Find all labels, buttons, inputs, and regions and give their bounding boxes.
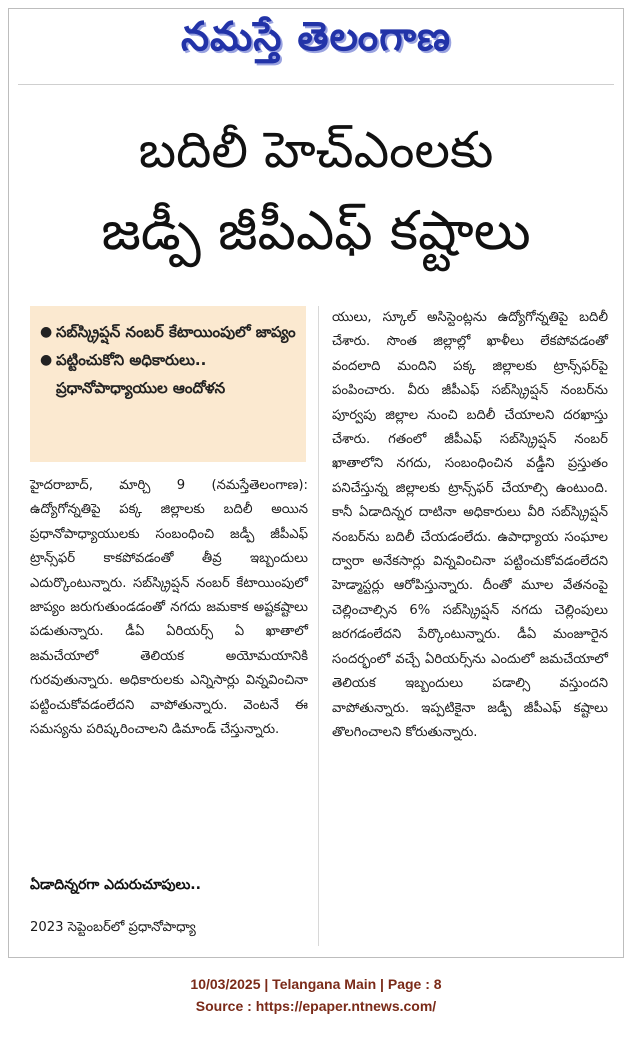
- bullet-icon: ●: [40, 324, 53, 340]
- body-column-right: [332, 306, 608, 745]
- masthead-divider: [18, 84, 614, 85]
- headline-line-1: బదిలీ హెచ్ఎంలకు: [138, 121, 494, 179]
- highlight-text: పట్టించుకోని అధికారులు.. ప్రధానోపాధ్యాయుల ఆందోళన: [56, 351, 226, 397]
- article-headline: [20, 120, 612, 264]
- headline-line-2: జడ్పీ జీపీఎఫ్ కష్టాలు: [101, 199, 531, 262]
- highlight-item: [40, 318, 296, 346]
- body-paragraph: హైదరాబాద్, మార్చి 9 (నమస్తేతెలంగాణ): ఉద్యోగోన్నతిపై పక్క జిల్లాలకు బదిలీ అయిన ప్రధానోపాధ్యాయులకు సంబంధించి జడ్పీ జీపీఎఫ్ ట్రాన్స్‌ఫర్ కాకపోవడంతో తీవ్ర ఇబ్బందులు ఎదుర్కొంటున్నారు. సబ్‌స్క్రిప్షన్ నంబర్ కేటాయింపులో జాప్యం జరుగుతుండడంతో నగదు జమకాక అష్టకష్టాలు పడుతున్నారు. డీఏ ఏరియర్స్ ఏ ఖాతాలో జమచేయాలో తెలియక అయోమయానికి గురవుతున్నారు. అధికారులకు ఎన్నిసార్లు విన్నవించినా పట్టించుకోవడంలేదని వాపోతున్నారు. వెంటనే ఈ సమస్యను పరిష్కరించాలని డిమాండ్ చేస్తున్నారు.: [30, 478, 308, 738]
- footer-date-page: 10/03/2025 | Telangana Main | Page : 8: [190, 976, 442, 992]
- source-footer: [0, 973, 632, 1017]
- masthead-logo: నమస్తే తెలంగాణ: [180, 14, 452, 60]
- body-continuation: 2023 సెప్టెంబర్‌లో ప్రధానోపాధ్యా: [30, 920, 196, 935]
- bullet-icon: ●: [40, 352, 53, 368]
- highlight-text: సబ్‌స్క్రిప్షన్ నంబర్ కేటాయింపులో జాప్యం: [56, 323, 296, 341]
- body-paragraph: యులు, స్కూల్ అసిస్టెంట్లను ఉద్యోగోన్నతిపై బదిలీ చేశారు. సొంత జిల్లాల్లో ఖాళీలు లేకపోవడంతో వందలాది మందిని పక్క జిల్లాలకు ట్రాన్స్‌ఫర్‌పై పంపించారు. వీరు జీపీఎఫ్ సబ్‌స్క్రిప్షన్ నంబర్‌ను పూర్వపు జిల్లాల నుంచి బదిలీ చేయాలని దరఖాస్తు చేశారు. గతంలో జీపీఎఫ్ సబ్‌స్క్రిప్షన్ నంబర్ ఖాతాలోని నగదు, సంబంధించిన వడ్డీని ప్రస్తుతం పనిచేస్తున్న జిల్లాలకు ట్రాన్స్‌ఫర్ చేయాల్సి ఉంటుంది. కానీ ఏడాదిన్నర దాటినా అధికారులు వీరి సబ్‌స్క్రిప్షన్ నంబర్‌ను బదిలీ చేయడంలేదు. ఉపాధ్యాయ సంఘాల ద్వారా అనేకసార్లు విన్నవించినా పట్టించుకోవడంలేదని హెడ్మాస్టర్లు ఆరోపిస్తున్నారు. దీంతో మూల వేతనంపై చెల్లించాల్సిన 6% సబ్‌స్క్రిప్షన్ నగదు చెల్లింపులు జరగడంలేదని పేర్కొంటున్నారు. డీఏ మంజూరైన సందర్భంలో వచ్చే ఏరియర్స్‌ను ఎందులో జమచేయాలో తెలియక ఇబ్బందులు పడాల్సి వస్తుందని వాపోతున్నారు. ఇప్పటికైనా జడ్పీ జీపీఎఫ్ కష్టాలు తొలగించాలని కోరుతున్నారు.: [332, 310, 608, 740]
- body-column-left: [30, 474, 308, 742]
- highlights-box: [30, 306, 306, 462]
- newspaper-masthead: [0, 0, 632, 84]
- sub-heading: ఏడాదిన్నరగా ఎదురుచూపులు..: [30, 877, 201, 893]
- column-divider: [318, 306, 319, 946]
- highlight-item: [40, 346, 296, 402]
- footer-source-link[interactable]: Source : https://epaper.ntnews.com/: [195, 998, 437, 1014]
